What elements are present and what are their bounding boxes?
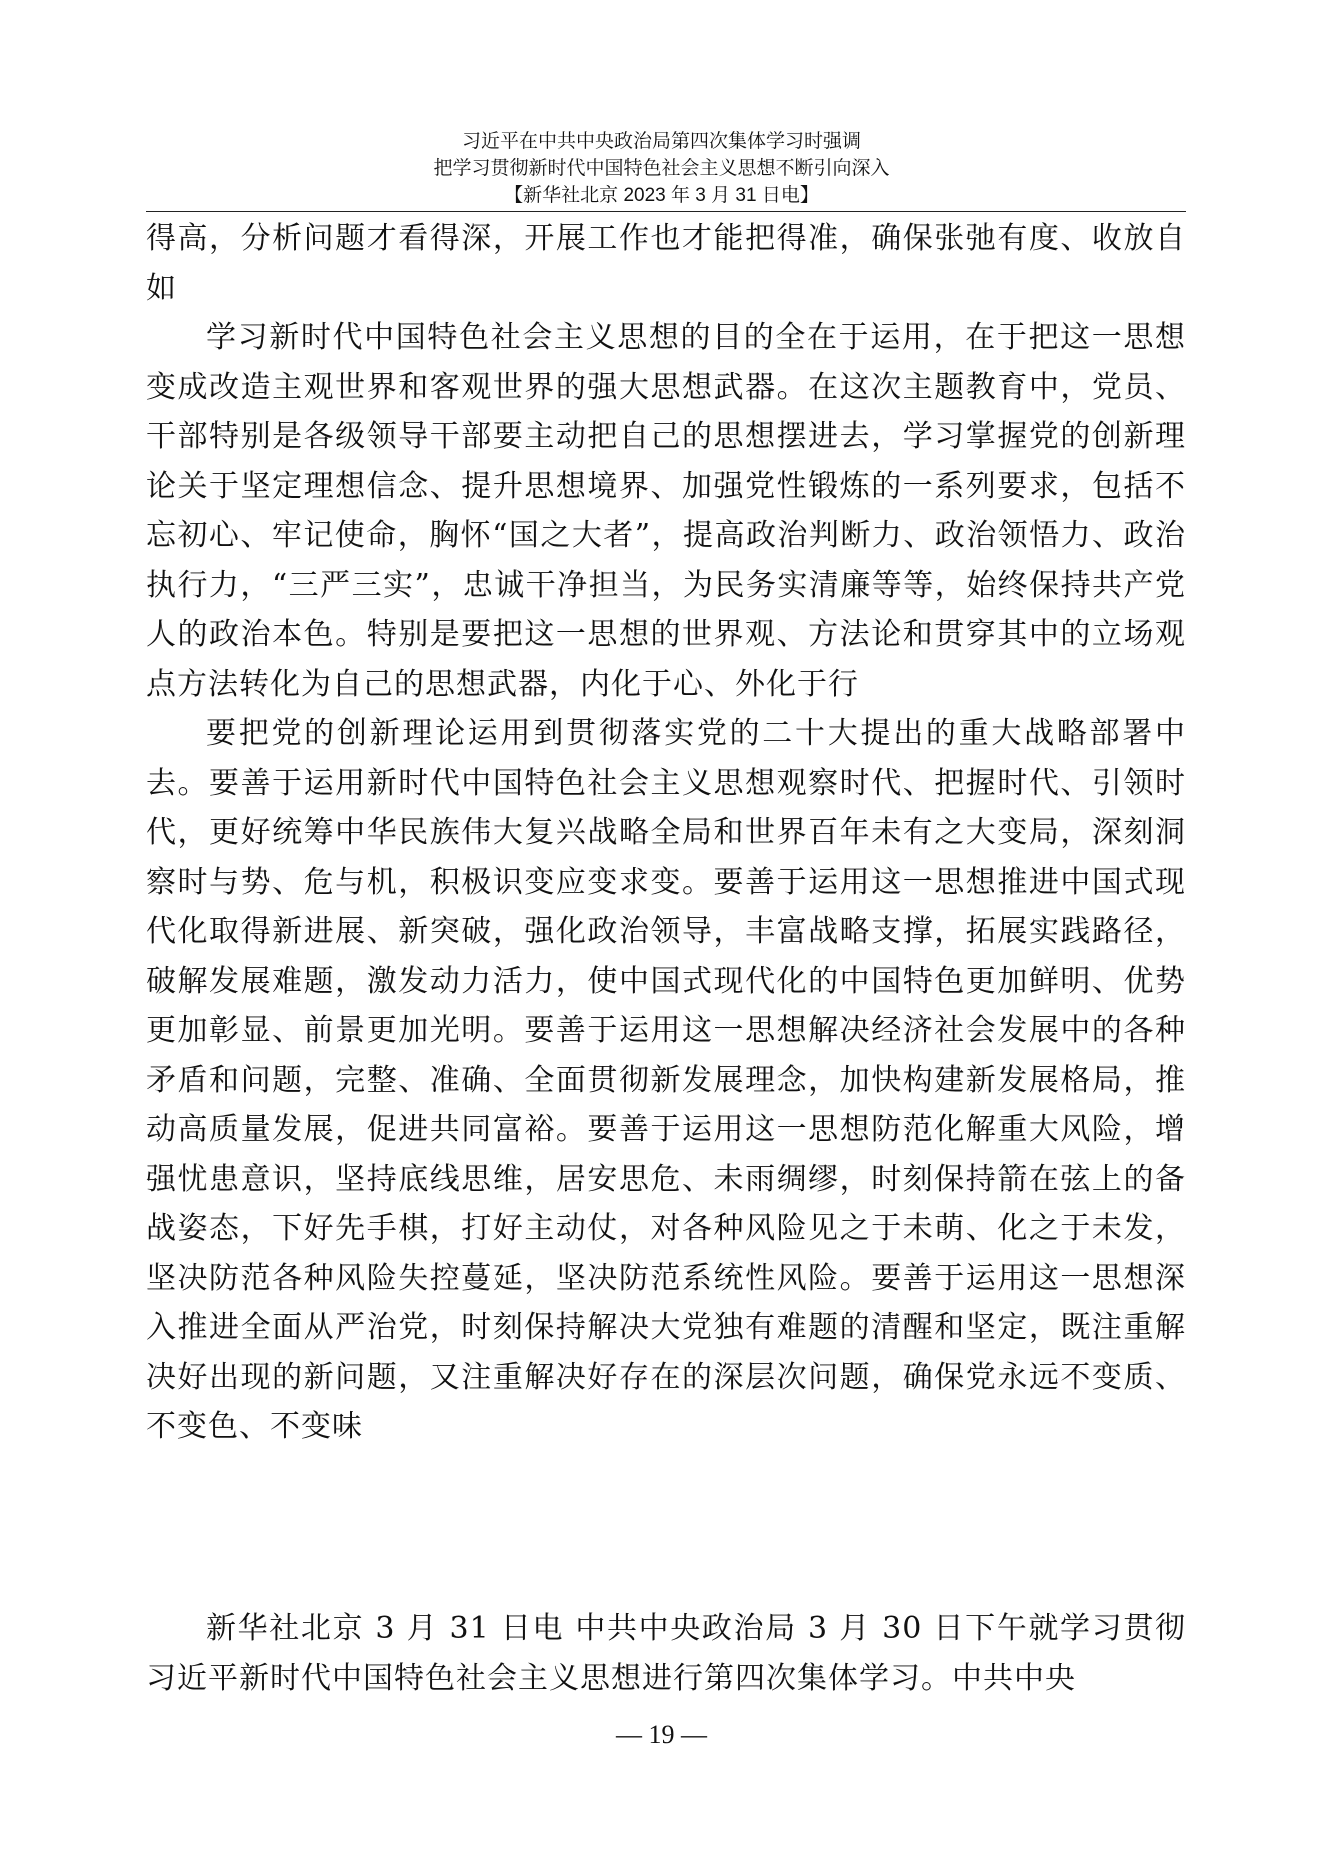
paragraph-strategic-deployment: 要把党的创新理论运用到贯彻落实党的二十大提出的重大战略部署中去。要善于运用新时代中国特色社会主义思想观察时代、把握时代、引领时代，更好统筹中华民族伟大复兴战略全局和世界百年未有之大变局，深刻洞察时与势、危与机，积极识变应变求变。要善于运用这一思想推进中国式现代化取得新进展、新突破，强化政治领导，丰富战略支撑，拓展实践路径，破解发展难题，激发动力活力，使中国式现代化的中国特色更加鲜明、优势更加彰显、前景更加光明。要善于运用这一思想解决经济社会发展中的各种矛盾和问题，完整、准确、全面贯彻新发展理念，加快构建新发展格局，推动高质量发展，促进共同富裕。要善于运用这一思想防范化解重大风险，增强忧患意识，坚持底线思维，居安思危、未雨绸缪，时刻保持箭在弦上的备战姿态，下好先手棋，打好主动仗，对各种风险见之于未萌、化之于未发，坚决防范各种风险失控蔓延，坚决防范系统性风险。要善于运用这一思想深入推进全面从严治党，时刻保持解决大党独有难题的清醒和坚定，既注重解决好出现的新问题，又注重解决好存在的深层次问题，确保党永远不变质、不变色、不变味 — [146, 716, 1186, 1444]
header-divider — [146, 211, 1186, 212]
paragraph-continued: 得高，分析问题才看得深，开展工作也才能把得准，确保张弛有度、收放自如 — [146, 221, 1186, 306]
news-dateline-paragraph: 新华社北京 3 月 31 日电 中共中央政治局 3 月 30 日下午就学习贯彻习近平新时代中国特色社会主义思想进行第四次集体学习。中共中央 — [146, 1611, 1186, 1696]
header-title-line-1: 习近平在中共中央政治局第四次集体学习时强调 — [461, 131, 861, 152]
page-number: — 19 — — [616, 1720, 707, 1749]
header-title-line-2: 把学习贯彻新时代中国特色社会主义思想不断引向深入 — [433, 158, 890, 179]
header-dateline: 【新华社北京 2023 年 3 月 31 日电】 — [504, 185, 819, 206]
paragraph-study-purpose: 学习新时代中国特色社会主义思想的目的全在于运用，在于把这一思想变成改造主观世界和客观世界的强大思想武器。在这次主题教育中，党员、干部特别是各级领导干部要主动把自己的思想摆进去，学习掌握党的创新理论关于坚定理想信念、提升思想境界、加强党性锻炼的一系列要求，包括不忘初心、牢记使命，胸怀“国之大者”，提高政治判断力、政治领悟力、政治执行力，“三严三实”，忠诚干净担当，为民务实清廉等等，始终保持共产党人的政治本色。特别是要把这一思想的世界观、方法论和贯穿其中的立场观点方法转化为自己的思想武器，内化于心、外化于行 — [146, 320, 1186, 702]
article-body — [146, 214, 1186, 1452]
running-header — [0, 128, 1323, 209]
